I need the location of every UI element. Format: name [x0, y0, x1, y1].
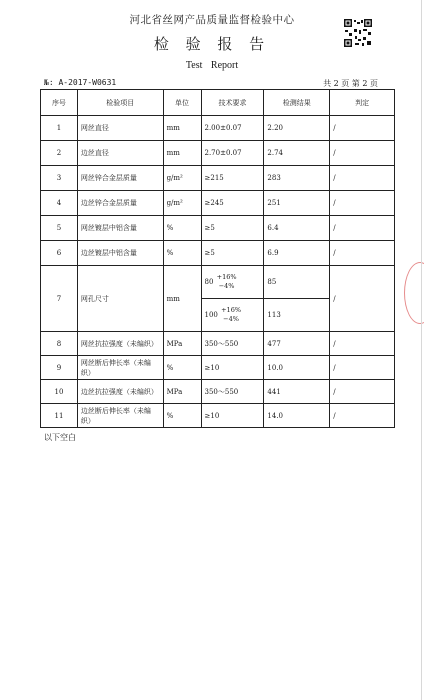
- cell-unit: MPa: [163, 380, 201, 404]
- col-header-requirement: 技术要求: [201, 90, 264, 116]
- table-row: [41, 141, 395, 166]
- cell-no: 1: [41, 116, 78, 141]
- col-header-no: 序号: [41, 90, 78, 116]
- cell-verdict: /: [330, 356, 395, 380]
- table-row: [41, 191, 395, 216]
- cell-verdict: /: [330, 116, 395, 141]
- table-header-row: [41, 90, 395, 116]
- req-a-plus: +16%: [216, 273, 237, 281]
- cell-no: 4: [41, 191, 78, 216]
- table-row: [41, 404, 395, 428]
- cell-requirement: ≥10: [201, 404, 264, 428]
- table-row: [41, 241, 395, 266]
- req-b-tolerance: [221, 306, 241, 324]
- cell-verdict: /: [330, 380, 395, 404]
- cell-result: 14.0: [264, 404, 330, 428]
- results-table: [40, 89, 395, 428]
- cell-requirement: 350～550: [201, 380, 264, 404]
- cell-requirement: 2.70±0.07: [201, 141, 264, 166]
- cell-item: 边丝镀层中铝含量: [77, 241, 163, 266]
- cell-no: 7: [41, 266, 78, 332]
- cell-unit: mm: [163, 141, 201, 166]
- cell-verdict: /: [330, 216, 395, 241]
- cell-result: 10.0: [264, 356, 330, 380]
- cell-no: 3: [41, 166, 78, 191]
- cell-verdict: /: [330, 141, 395, 166]
- req-a-base: 80: [204, 278, 214, 286]
- cell-result: 441: [264, 380, 330, 404]
- table-row: [41, 216, 395, 241]
- report-title-en: Test Report: [185, 60, 239, 71]
- cell-result: 6.4: [264, 216, 330, 241]
- report-title-cn: 检 验 报 告: [153, 35, 271, 53]
- page-count: 共 2 页 第 2 页: [323, 79, 378, 88]
- cell-unit: mm: [163, 266, 201, 332]
- cell-item: 网丝断后伸长率（未编织）: [77, 356, 163, 380]
- col-header-result: 检测结果: [264, 90, 330, 116]
- org-name: 河北省丝网产品质量监督检验中心: [129, 14, 295, 26]
- cell-requirement: 350～550: [201, 332, 264, 356]
- cell-no: 6: [41, 241, 78, 266]
- req-a-minus: −4%: [218, 282, 235, 290]
- cell-no: 2: [41, 141, 78, 166]
- req-b-base: 100: [204, 311, 218, 319]
- cell-requirement-a: [201, 266, 264, 299]
- cell-unit: mm: [163, 116, 201, 141]
- col-header-verdict: 判定: [330, 90, 395, 116]
- cell-result-b: 113: [264, 299, 330, 332]
- cell-item: 网丝镀层中铝含量: [77, 216, 163, 241]
- cell-requirement: ≥215: [201, 166, 264, 191]
- cell-verdict: /: [330, 241, 395, 266]
- cell-result: 2.74: [264, 141, 330, 166]
- cell-requirement: ≥10: [201, 356, 264, 380]
- cell-no: 9: [41, 356, 78, 380]
- req-b-minus: −4%: [223, 315, 239, 323]
- cell-requirement: ≥245: [201, 191, 264, 216]
- cell-verdict: /: [330, 166, 395, 191]
- cell-no: 8: [41, 332, 78, 356]
- report-number: №: A-2017-W0631: [44, 78, 117, 87]
- cell-verdict: /: [330, 404, 395, 428]
- cell-verdict: /: [330, 332, 395, 356]
- cell-unit: %: [163, 356, 201, 380]
- cell-item: 边丝锌合金层质量: [77, 191, 163, 216]
- blank-below-note: 以下空白: [44, 433, 76, 442]
- col-header-item: 检验项目: [77, 90, 163, 116]
- cell-item: 网孔尺寸: [77, 266, 163, 332]
- cell-item: 网丝抗拉强度（未编织）: [77, 332, 163, 356]
- cell-requirement-b: [201, 299, 264, 332]
- page-edge-line: [421, 0, 422, 700]
- cell-requirement: 2.00±0.07: [201, 116, 264, 141]
- cell-result: 2.20: [264, 116, 330, 141]
- cell-requirement: ≥5: [201, 216, 264, 241]
- cell-item: 边丝抗拉强度（未编织）: [77, 380, 163, 404]
- table-row: [41, 266, 395, 299]
- cell-result: 251: [264, 191, 330, 216]
- cell-no: 11: [41, 404, 78, 428]
- cell-unit: MPa: [163, 332, 201, 356]
- table-row: [41, 380, 395, 404]
- req-b-plus: +16%: [221, 306, 242, 314]
- cell-item: 边丝断后伸长率（未编织）: [77, 404, 163, 428]
- cell-item: 边丝直径: [77, 141, 163, 166]
- cell-verdict: /: [330, 191, 395, 216]
- table-row: [41, 116, 395, 141]
- cell-no: 5: [41, 216, 78, 241]
- cell-item: 网丝直径: [77, 116, 163, 141]
- qr-code-icon: [343, 18, 373, 48]
- cell-unit: g/m²: [163, 191, 201, 216]
- cell-requirement: ≥5: [201, 241, 264, 266]
- cell-unit: %: [163, 216, 201, 241]
- table-row: [41, 332, 395, 356]
- cell-verdict: /: [330, 266, 395, 332]
- col-header-unit: 单位: [163, 90, 201, 116]
- cell-result: 283: [264, 166, 330, 191]
- cell-unit: %: [163, 241, 201, 266]
- cell-unit: g/m²: [163, 166, 201, 191]
- cell-result: 6.9: [264, 241, 330, 266]
- cell-result: 477: [264, 332, 330, 356]
- cell-item: 网丝锌合金层质量: [77, 166, 163, 191]
- cell-result-a: 85: [264, 266, 330, 299]
- req-a-tolerance: [217, 273, 237, 291]
- cell-no: 10: [41, 380, 78, 404]
- table-row: [41, 166, 395, 191]
- table-row: [41, 356, 395, 380]
- cell-unit: %: [163, 404, 201, 428]
